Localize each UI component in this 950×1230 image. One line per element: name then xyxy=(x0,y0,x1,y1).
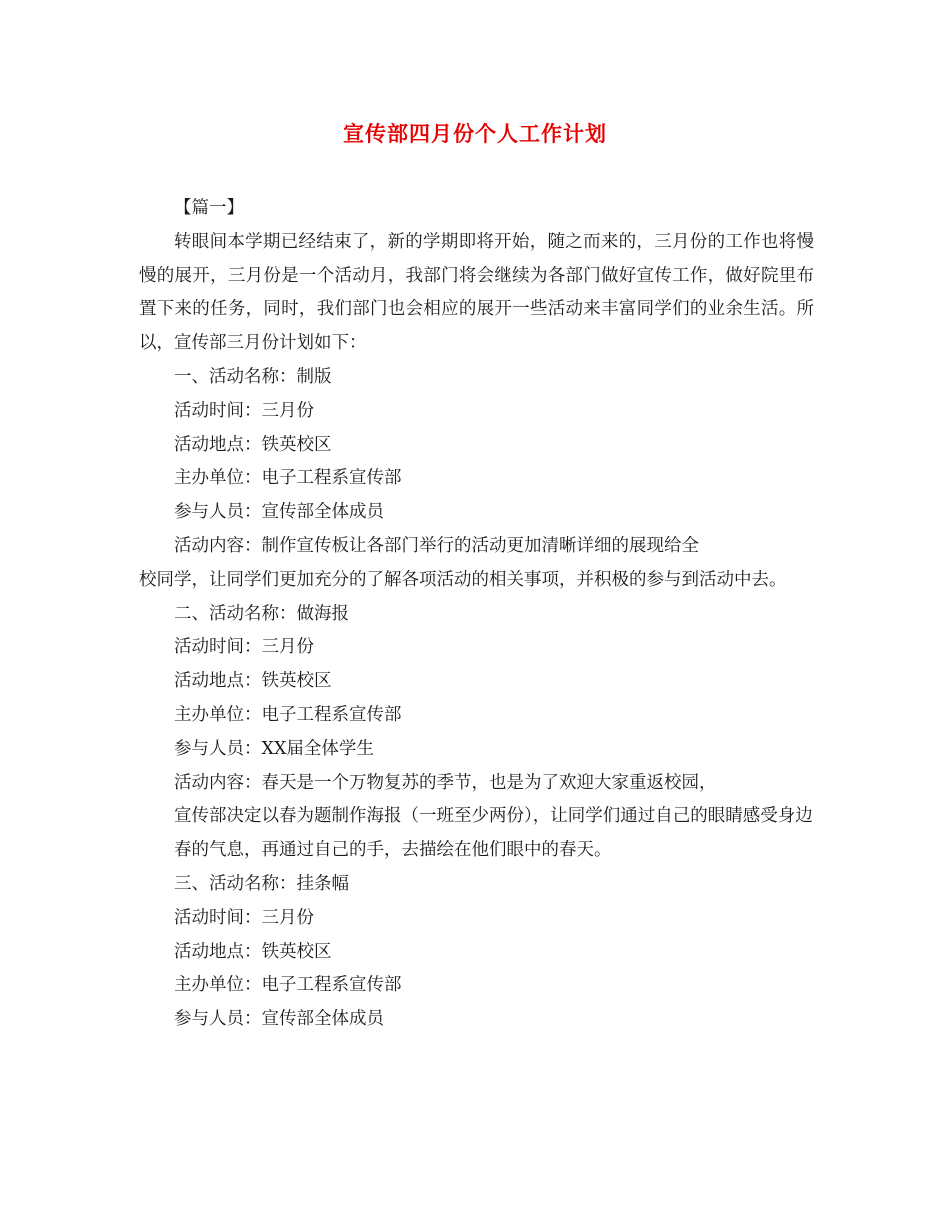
activity-3-time: 活动时间：三月份 xyxy=(174,907,314,928)
activity-1-organizer: 主办单位：电子工程系宣传部 xyxy=(174,468,402,489)
document-body xyxy=(139,192,814,1037)
activity-1-content-continued: 校同学，让同学们更加充分的了解各项活动的相关事项，并积极的参与到活动中去。 xyxy=(139,569,787,590)
activity-2-name: 二、活动名称：做海报 xyxy=(174,603,349,624)
activity-2-participants: 参与人员：XX届全体学生 xyxy=(174,738,374,759)
activity-1-location: 活动地点：铁英校区 xyxy=(174,434,332,455)
activity-3-location: 活动地点：铁英校区 xyxy=(174,941,332,962)
activity-2-content-end: 春的气息，再通过自己的手，去描绘在他们眼中的春天。 xyxy=(174,840,612,861)
activity-1-time: 活动时间：三月份 xyxy=(174,400,314,421)
activity-1-participants: 参与人员：宣传部全体成员 xyxy=(174,502,384,523)
activity-3-organizer: 主办单位：电子工程系宣传部 xyxy=(174,975,402,996)
section-heading-part-one: 【篇一】 xyxy=(174,198,244,218)
activity-3-participants: 参与人员：宣传部全体成员 xyxy=(174,1009,384,1030)
document-title: 宣传部四月份个人工作计划 xyxy=(343,121,607,146)
activity-2-content: 活动内容：春天是一个万物复苏的季节，也是为了欢迎大家重返校园， xyxy=(174,772,717,793)
activity-1-content: 活动内容：制作宣传板让各部门举行的活动更加清晰详细的展现给全 xyxy=(174,535,699,556)
intro-paragraph: 转眼间本学期已经结束了，新的学期即将开始，随之而来的，三月份的工作也将慢慢的展开，三月份是一个活动月，我部门将会继续为各部门做好宣传工作，做好院里布置下来的任务，同时，我们部门也会相应的展开一些活动来丰富同学们的业余生活。所以，宣传部三月份计划如下： xyxy=(139,231,814,354)
activity-2-organizer: 主办单位：电子工程系宣传部 xyxy=(174,704,402,725)
activity-2-content-continued: 宣传部决定以春为题制作海报（一班至少两份），让同学们通过自己的眼睛感受身边 xyxy=(174,806,813,827)
activity-2-location: 活动地点：铁英校区 xyxy=(174,671,332,692)
activity-1-name: 一、活动名称：制版 xyxy=(174,366,332,387)
activity-2-time: 活动时间：三月份 xyxy=(174,637,314,658)
activity-3-name: 三、活动名称：挂条幅 xyxy=(174,873,349,894)
